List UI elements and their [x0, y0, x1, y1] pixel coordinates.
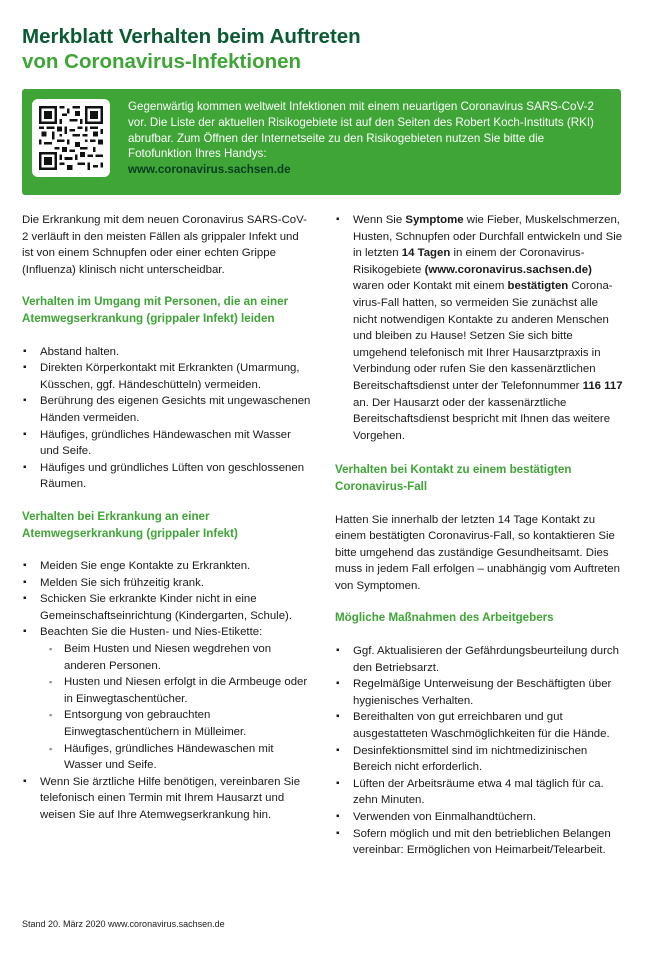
- banner-description: Gegenwärtig kommen weltweit Infektionen mit einem neuartigen Coronavirus SARS-CoV-2 vor. Die Liste der aktuellen Risikogebiete ist auf den Seiten des Robert Koch-Instituts (RKI) abrufbar. Zum Öffnen der Internetseite zu den Risikogebieten nutzen Sie bitte die Fotofunktion Ihres Handys:: [128, 100, 594, 161]
- list-item-etiquette: [22, 624, 312, 773]
- title-line-1: Merkblatt Verhalten beim Auftreten: [22, 25, 361, 48]
- text-run-bold: bestätigten: [507, 280, 569, 293]
- section-heading-illness: Verhalten bei Erkrankung an einer Atemwegserkrankung (grippaler Infekt): [22, 509, 238, 540]
- sub-list-item: ▪ Beim Husten und Niesen wegdrehen von anderen Personen.: [40, 641, 312, 674]
- list-item: ▪ Häufiges und gründliches Lüften von geschlossenen Räumen.: [22, 460, 312, 493]
- confirmed-contact-paragraph: Hatten Sie innerhalb der letzten 14 Tage Kontakt zu einem bestätigten Coronavirus-Fall, so kontaktieren Sie bitte umgehend das zuständige Gesundheitsamt. Dies muss in jedem Fall erfolgen – unabhängig vom Auftreten von Symptomen.: [335, 513, 620, 592]
- list-item: ▪ Lüften der Arbeitsräume etwa 4 mal täglich für ca. zehn Minuten.: [335, 776, 625, 809]
- footer-note: Stand 20. März 2020 www.coronavirus.sachsen.de: [22, 919, 225, 929]
- list-item: ▪ Häufiges, gründliches Händewaschen mit Wasser und Seife.: [22, 427, 312, 460]
- phone-number: 116 117: [582, 379, 623, 392]
- title-line-2: von Coronavirus-Infektionen: [22, 50, 302, 73]
- info-banner: [22, 89, 621, 195]
- list-item: ▪ Regelmäßige Unterweisung der Beschäftigten über hygienisches Verhalten.: [335, 676, 625, 709]
- sub-list-item: ▪ Husten und Niesen erfolgt in die Armbeuge oder in Einwegtaschentücher.: [40, 674, 312, 707]
- text-run: Wenn Sie: [353, 214, 406, 226]
- section-heading-confirmed-contact: Verhalten bei Kontakt zu einem bestätigten Coronavirus-Fall: [335, 463, 572, 493]
- sub-list-item: ▪ Entsorgung von gebrauchten Einwegtaschentüchern in Mülleimer.: [40, 707, 312, 740]
- list-item: ▪ Schicken Sie erkrankte Kinder nicht in eine Gemeinschaftseinrichtung (Kindergarten, Schule).: [22, 591, 312, 624]
- qr-code-graphic: [39, 106, 103, 170]
- list-item: ▪ Verwenden von Einmalhandtüchern.: [335, 809, 625, 826]
- text-run-bold: Symptome: [405, 214, 464, 226]
- list-item: ▪ Wenn Sie ärztliche Hilfe benötigen, vereinbaren Sie telefonisch einen Termin mit Ihrem Hausarzt und weisen Sie auf Ihre Atemwegserkrankung hin.: [22, 774, 312, 824]
- sub-list-item: ▪ Häufiges, gründliches Händewaschen mit Wasser und Seife.: [40, 741, 312, 774]
- section-heading-contact-persons: Verhalten im Umgang mit Personen, die an einer Atemwegserkrankung (grippaler Infekt) leiden: [22, 295, 289, 325]
- text-run: Corona-virus-Fall hatten, so vermeiden Sie zunächst alle nicht notwendigen Kontakte zu anderen Menschen und bleiben zu Hause! Setzen Sie sich bitte umgehend telefonisch mit Ihrer Hausarztpraxis in Verbindung oder rufen Sie den kassenärztlichen Bereitschaftsdienst unter der Telefonnummer: [353, 280, 613, 392]
- symptoms-item: [335, 212, 625, 444]
- qr-code-icon[interactable]: [32, 99, 110, 177]
- employer-measures-list: [335, 643, 625, 859]
- banner-link[interactable]: www.coronavirus.sachsen.de: [128, 163, 291, 177]
- list-item: ▪ Desinfektionsmittel sind im nichtmedizinischen Bereich nicht erforderlich.: [335, 743, 625, 776]
- etiquette-sublist: [40, 641, 312, 774]
- symptoms-list: [335, 212, 625, 444]
- left-column: [22, 212, 312, 824]
- list-item: ▪ Meiden Sie enge Kontakte zu Erkrankten.: [22, 558, 312, 575]
- banner-text: [128, 99, 608, 178]
- illness-measures-list: [22, 558, 312, 824]
- list-item: ▪ Melden Sie sich frühzeitig krank.: [22, 575, 312, 592]
- contact-measures-list: [22, 344, 312, 493]
- text-run: in einem der Coronavirus-Risikogebiete: [353, 247, 585, 276]
- list-item: ▪ Direkten Körperkontakt mit Erkrankten (Umarmung, Küsschen, ggf. Händeschütteln) vermeiden.: [22, 360, 312, 393]
- risk-areas-link[interactable]: (www.coronavirus.sachsen.de): [424, 263, 592, 276]
- page-title: [22, 24, 361, 74]
- intro-paragraph: Die Erkrankung mit dem neuen Coronavirus SARS-CoV-2 verläuft in den meisten Fällen als grippaler Infekt und ist von einem Schnupfen oder einer echten Grippe (Influenza) klinisch nicht unterscheidbar.: [22, 214, 307, 276]
- right-column: [335, 212, 625, 859]
- list-item: ▪ Abstand halten.: [22, 344, 312, 361]
- list-item: ▪ Bereithalten von gut erreichbaren und gut ausgestatteten Waschmöglichkeiten für die Hände.: [335, 709, 625, 742]
- etiquette-label: Beachten Sie die Husten- und Nies-Etikette:: [40, 626, 263, 639]
- list-item: ▪ Sofern möglich und mit den betrieblichen Belangen vereinbar: Ermöglichen von Heimarbeit/Telearbeit.: [335, 826, 625, 859]
- section-heading-employer: Mögliche Maßnahmen des Arbeitgebers: [335, 611, 554, 625]
- list-item: ▪ Ggf. Aktualisieren der Gefährdungsbeurteilung durch den Betriebsarzt.: [335, 643, 625, 676]
- text-run: an. Der Hausarzt oder der kassenärztliche Bereitschaftsdienst bespricht mit Ihnen das weitere Vorgehen.: [353, 396, 611, 442]
- text-run: wie Fieber, Muskelschmerzen, Husten, Schnupfen oder Durchfall entwickeln und Sie in letzten: [353, 214, 623, 260]
- text-run: waren oder Kontakt mit einem: [353, 280, 508, 293]
- text-run-bold: 14 Tagen: [401, 247, 451, 260]
- list-item: ▪ Berührung des eigenen Gesichts mit ungewaschenen Händen vermeiden.: [22, 393, 312, 426]
